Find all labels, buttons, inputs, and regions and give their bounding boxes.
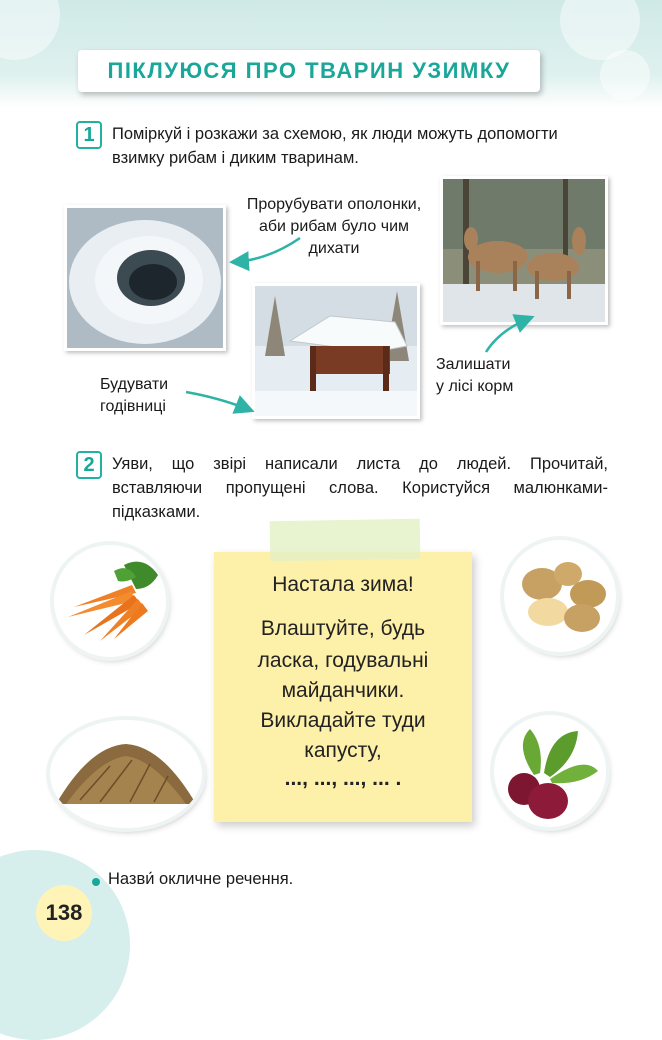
bullet-icon: [92, 878, 100, 886]
caption-food-line2: у лісі корм: [436, 378, 514, 395]
beetroot-illustration: [494, 715, 606, 827]
potatoes-image: [504, 540, 616, 652]
task1-line1: Поміркуй і розкажи за схемою, як люди можуть допомогти: [112, 125, 558, 143]
caption-food-line1: Залишати: [436, 356, 511, 373]
carrots-illustration: [54, 545, 166, 657]
scheme-arrows: [0, 0, 662, 460]
task-number-2: 2: [76, 451, 102, 479]
task2-line3: підказками.: [112, 503, 201, 521]
caption-ice-hole-line2: аби рибам було чим: [258, 218, 409, 235]
note-tape: [270, 519, 421, 562]
arrow-to-feeder: [186, 392, 250, 410]
page-number: 138: [45, 900, 83, 925]
caption-ice-hole-line1: Прорубувати ополонки,: [246, 196, 422, 213]
beetroot-image: [494, 715, 606, 827]
page-number-badge: [36, 885, 92, 941]
caption-feeder-line2: годівниці: [100, 398, 166, 415]
note-line2: Влаштуйте, будь: [260, 617, 426, 640]
hay-illustration: [50, 720, 202, 828]
note-line5: Викладайте туди: [260, 709, 426, 732]
arrow-to-deer: [486, 318, 530, 352]
page-title: ПІКЛУЮСЯ ПРО ТВАРИН УЗИМКУ: [107, 58, 511, 83]
note-line1: Настала зима!: [272, 573, 414, 596]
caption-feeder-line1: Будувати: [100, 376, 169, 393]
note-line6: капусту,: [304, 739, 382, 762]
task-number-1: 1: [76, 121, 102, 149]
task2-text: [112, 452, 608, 524]
note-line7: ..., ..., ..., ... .: [284, 767, 402, 790]
note-line4: майданчики.: [281, 679, 405, 702]
potatoes-illustration: [504, 540, 616, 652]
task1-line2: взимку рибам і диким тваринам.: [112, 149, 359, 167]
task2-line2: вставляючи пропущені слова. Користуйся малюнками-: [112, 479, 608, 497]
bottom-question: Назви́ окличне речення.: [108, 870, 294, 888]
carrots-image: [54, 545, 166, 657]
task2-line1: Уяви, що звірі написали листа до людей. Прочитай,: [112, 455, 608, 473]
note-line3: ласка, годувальні: [257, 649, 429, 672]
letter-note: [214, 552, 472, 822]
arrow-to-ice-hole: [234, 238, 300, 262]
caption-ice-hole-line3: дихати: [308, 240, 360, 257]
hay-image: [50, 720, 202, 828]
